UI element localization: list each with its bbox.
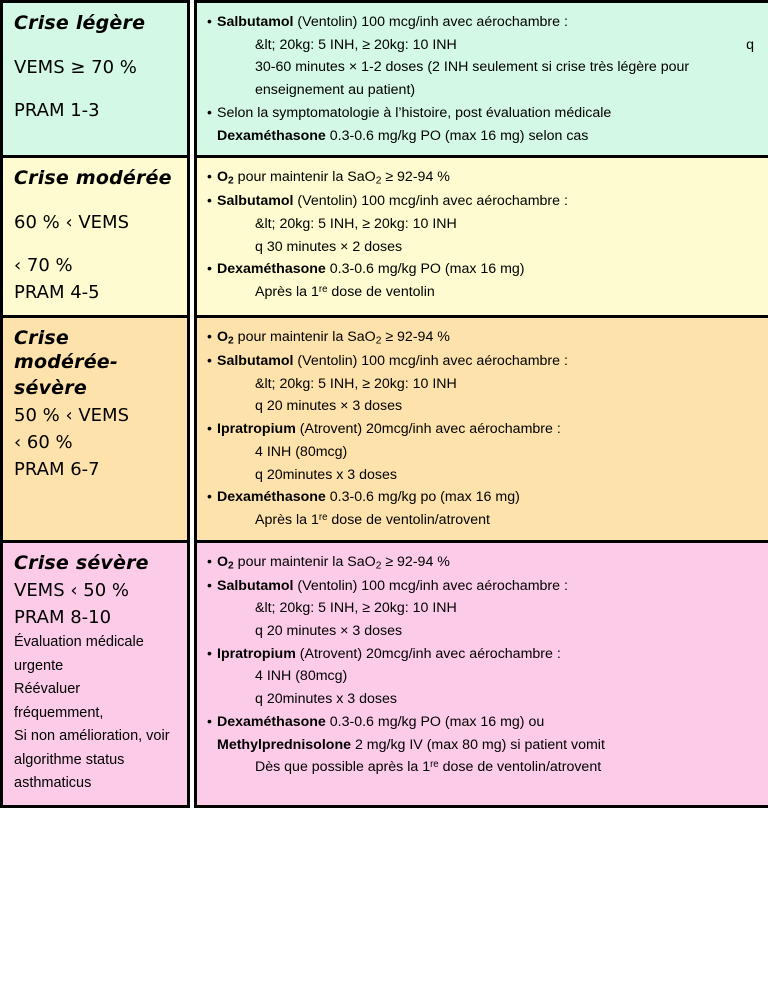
treatment-detail: pour maintenir la SaO$_2$ ≥ 92-94 % [233,329,450,347]
treatment-subline [207,34,762,57]
severity-criterion: VEMS ≥ 70 % [14,56,137,78]
subscript-2: 2 [228,335,234,347]
treatment-list [207,326,762,532]
treatment-subline: &lt; 20kg: 5 INH, ≥ 20kg: 10 INH [255,375,457,392]
treatment-subline: Après la 1re dose de ventolin/atrovent [255,511,490,528]
treatment-cell-moderate-severe [194,318,768,543]
treatment-detail: (Ventolin) 100 mcg/inh avec aérochambre : [293,577,568,594]
treatment-subline: q 20 minutes × 3 doses [255,398,403,415]
severity-title-line2: sévère [14,376,87,399]
treatment-bullet [207,418,762,441]
treatment-detail: (Ventolin) 100 mcg/inh avec aérochambre : [293,193,568,210]
treatment-list [207,166,762,303]
spacer [14,193,179,209]
treatment-bullet [207,258,762,281]
severity-title: Crise légère [14,12,146,34]
treatment-cell-severe [194,543,768,808]
severity-row-mild [0,0,768,158]
treatment-detail: 0.3-0.6 mg/kg PO (max 16 mg) [325,261,525,278]
severity-criterion: PRAM 4-5 [14,282,100,304]
severity-criterion: PRAM 6-7 [14,459,100,481]
treatment-detail: pour maintenir la SaO$_2$ ≥ 92-94 % [233,169,450,187]
treatment-cell-mild [194,0,768,158]
severity-title: Crise modérée- [14,327,118,373]
severity-criterion: ‹ 60 % [14,432,73,454]
severity-note: asthmaticus [14,775,92,792]
treatment-subline: &lt; 20kg: 5 INH, ≥ 20kg: 10 INH [255,600,457,617]
subscript-2: 2 [375,560,382,572]
drug-name: $O_2$ [217,169,234,187]
treatment-bullet [207,102,762,125]
treatment-subline: 30-60 minutes × 1-2 doses (2 INH seulement si crise très légère pour [255,59,690,76]
drug-name: Salbutamol [217,577,294,594]
severity-cell-severe [0,543,190,808]
treatment-wrapped-fragment: q [746,36,754,53]
subscript-2: 2 [228,560,234,572]
treatment-subline: enseignement au patient) [255,82,416,99]
drug-name: Dexaméthasone [217,489,326,506]
treatment-bullet [207,551,762,575]
severity-cell-moderate [0,158,190,318]
treatment-bullet [207,350,762,373]
severity-note: urgente [14,657,64,674]
treatment-subline: q 20minutes x 3 doses [255,466,397,483]
treatment-detail: (Atrovent) 20mcg/inh avec aérochambre : [295,645,561,662]
severity-row-moderate-severe [0,318,768,543]
treatment-bullet [207,11,762,34]
treatment-bullet [207,643,762,666]
severity-criterion: VEMS ‹ 50 % [14,580,130,602]
treatment-subline: 4 INH (80mcg) [255,443,348,460]
severity-row-severe [0,543,768,808]
superscript-re: re [318,284,328,296]
drug-name: Salbutamol [217,14,294,30]
severity-cell-mild [0,0,190,158]
treatment-subline: q 20 minutes × 3 doses [255,623,403,640]
treatment-subline: q 30 minutes × 2 doses [255,238,403,255]
drug-name: $O_2$ [217,329,234,347]
treatment-detail: 2 mg/kg IV (max 80 mg) si patient vomit [351,736,605,753]
drug-name: Dexaméthasone [217,127,326,144]
subscript-2: 2 [228,175,234,187]
drug-name: Ipratropium [217,421,296,438]
treatment-cell-moderate [194,158,768,318]
severity-cell-moderate-severe [0,318,190,543]
subscript-2: 2 [375,175,382,187]
treatment-subline: Dès que possible après la 1re dose de ventolin/atrovent [255,759,602,776]
severity-note: Si non amélioration, voir [14,728,170,745]
severity-criterion: ‹ 70 % [14,255,73,277]
severity-note: fréquemment, [14,704,104,721]
treatment-subline: 4 INH (80mcg) [255,668,348,685]
superscript-re: re [430,759,439,771]
severity-criterion: PRAM 8-10 [14,607,112,629]
treatment-bullet [207,486,762,509]
treatment-detail: Selon la symptomatologie à l’histoire, post évaluation médicale [217,104,612,121]
treatment-detail: (Ventolin) 100 mcg/inh avec aérochambre : [293,352,568,369]
severity-note: Évaluation médicale [14,634,144,651]
superscript-re: re [318,511,328,523]
drug-name: Dexaméthasone [217,713,326,730]
spacer [14,236,179,252]
severity-note: algorithme status [14,751,125,768]
drug-name: Methylprednisolone [217,736,352,753]
treatment-detail: (Atrovent) 20mcg/inh avec aérochambre : [295,421,561,438]
treatment-detail: 0.3-0.6 mg/kg PO (max 16 mg) ou [325,713,545,730]
severity-criterion: PRAM 1-3 [14,99,100,121]
treatment-detail: (Ventolin) 100 mcg/inh avec aérochambre : [293,14,568,30]
severity-note: Réévaluer [14,681,81,698]
treatment-bullet [207,734,762,757]
drug-name: $O_2$ [217,553,234,572]
spacer [14,81,179,97]
treatment-bullet [207,711,762,734]
severity-title: Crise sévère [14,551,149,574]
treatment-detail: 0.3-0.6 mg/kg po (max 16 mg) [325,489,520,506]
severity-title: Crise modérée [14,167,172,190]
treatment-bullet [207,125,762,148]
severity-criterion: 60 % ‹ VEMS [14,212,130,234]
treatment-list [207,551,762,779]
treatment-subline: q 20minutes x 3 doses [255,691,397,708]
drug-name: Ipratropium [217,645,296,662]
treatment-bullet [207,326,762,350]
spacer [14,38,179,54]
treatment-subline-text: &lt; 20kg: 5 INH, ≥ 20kg: 10 INH [255,36,457,53]
treatment-bullet [207,575,762,598]
treatment-detail: 0.3-0.6 mg/kg PO (max 16 mg) selon cas [325,127,589,144]
treatment-list [207,11,762,147]
severity-criterion: 50 % ‹ VEMS [14,405,130,427]
drug-name: Salbutamol [217,193,294,210]
drug-name: Dexaméthasone [217,261,326,278]
subscript-2: 2 [375,335,382,347]
drug-name: Salbutamol [217,352,294,369]
treatment-detail: pour maintenir la SaO$_2$ ≥ 92-94 % [233,553,450,572]
treatment-bullet [207,190,762,213]
treatment-subline: &lt; 20kg: 5 INH, ≥ 20kg: 10 INH [255,215,457,232]
treatment-bullet [207,166,762,190]
severity-row-moderate [0,158,768,318]
treatment-subline: Après la 1re dose de ventolin [255,284,435,301]
